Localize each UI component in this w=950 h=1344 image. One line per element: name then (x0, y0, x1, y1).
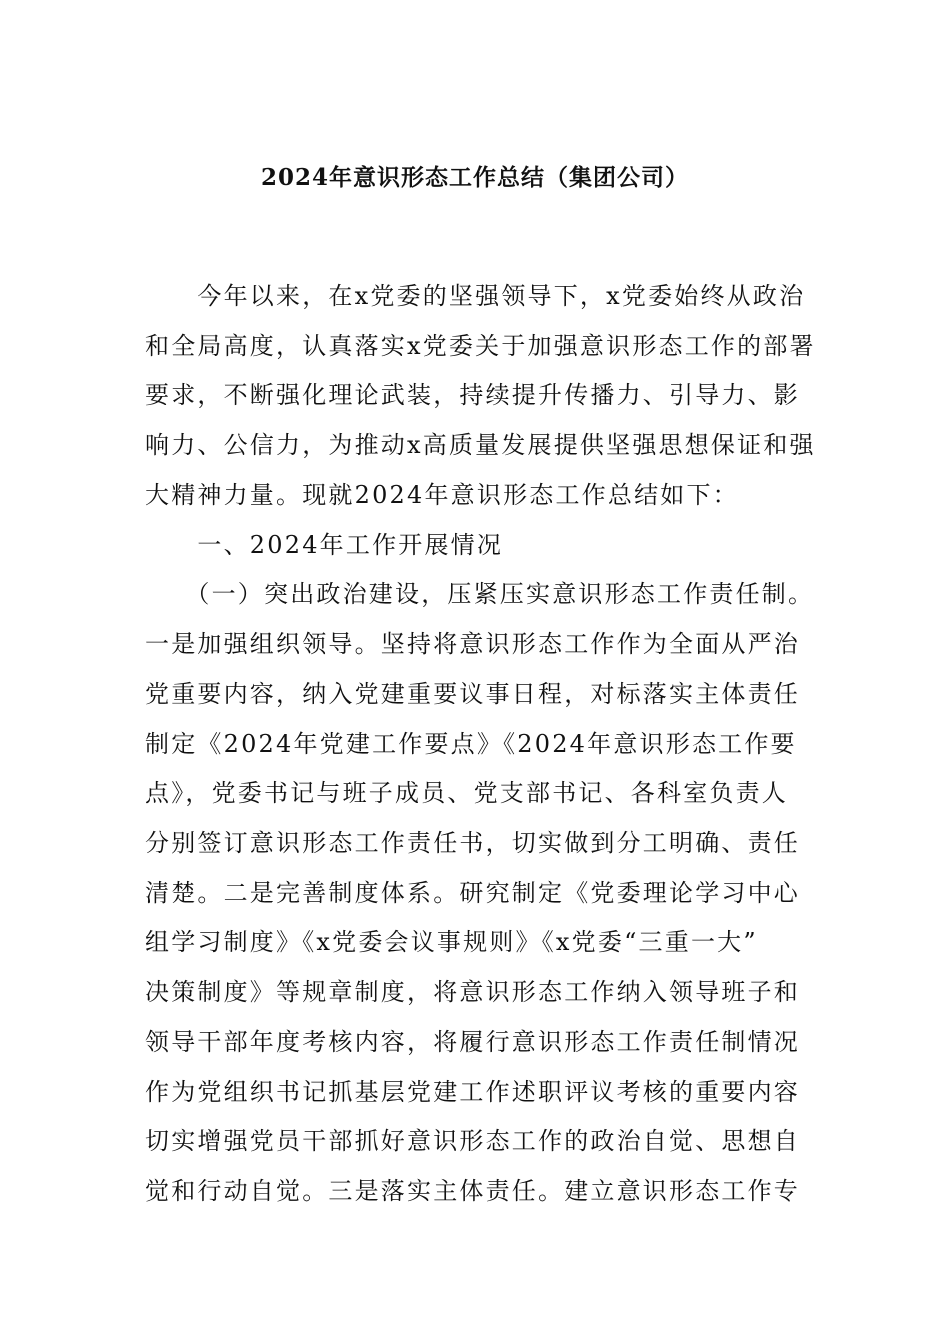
document-title: 2024年意识形态工作总结（集团公司） (260, 164, 689, 191)
paragraph-line: 分别签订意识形态工作责任书，切实做到分工明确、责任 (145, 829, 800, 857)
subsection-heading: （一）突出政治建设，压紧压实意识形态工作责任制。 (145, 580, 815, 608)
paragraph-line: 响力、公信力，为推动x高质量发展提供坚强思想保证和强 (145, 431, 816, 459)
paragraph-line: 点》，党委书记与班子成员、党支部书记、各科室负责人 (145, 779, 788, 807)
paragraph-line: 要求，不断强化理论武装，持续提升传播力、引导力、影 (145, 381, 800, 409)
paragraph-line: 一是加强组织领导。坚持将意识形态工作作为全面从严治 (145, 630, 800, 658)
paragraph-line: 组学习制度》《x党委会议事规则》《x党委“三重一大” (145, 928, 758, 956)
section-heading: 一、2024年工作开展情况 (145, 531, 504, 559)
paragraph-line: 大精神力量。现就2024年意识形态工作总结如下： (145, 481, 739, 509)
paragraph-line: 今年以来，在x党委的坚强领导下，x党委始终从政治 (145, 282, 806, 310)
paragraph-line: 和全局高度，认真落实x党委关于加强意识形态工作的部署 (145, 332, 816, 360)
paragraph-line: 领导干部年度考核内容，将履行意识形态工作责任制情况 (145, 1028, 800, 1056)
paragraph-line: 清楚。二是完善制度体系。研究制定《党委理论学习中心 (145, 879, 800, 907)
paragraph-line: 党重要内容，纳入党建重要议事日程，对标落实主体责任 (145, 680, 800, 708)
paragraph-line: 切实增强党员干部抓好意识形态工作的政治自觉、思想自 (145, 1127, 800, 1155)
paragraph-line: 作为党组织书记抓基层党建工作述职评议考核的重要内容 (145, 1078, 800, 1106)
paragraph-line: 觉和行动自觉。三是落实主体责任。建立意识形态工作专 (145, 1177, 800, 1205)
paragraph-line: 制定《2024年党建工作要点》《2024年意识形态工作要 (145, 730, 797, 758)
paragraph-line: 决策制度》等规章制度，将意识形态工作纳入领导班子和 (145, 978, 800, 1006)
